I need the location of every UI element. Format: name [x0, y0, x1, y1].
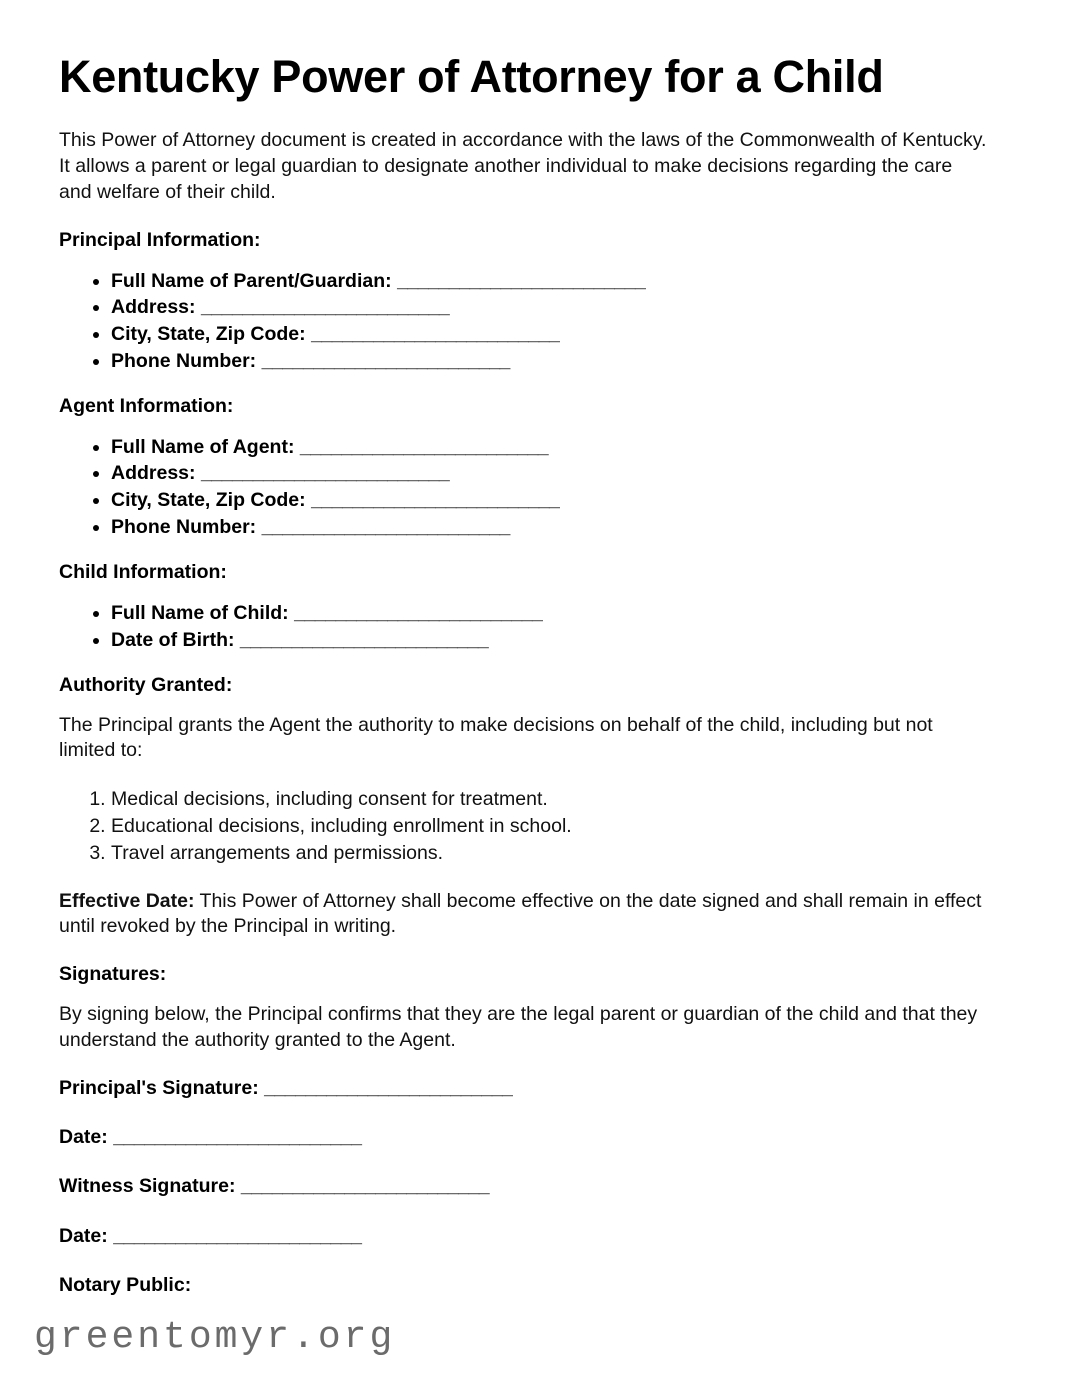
signature-line-witness — [59, 1174, 1015, 1199]
list-item — [111, 348, 1015, 375]
authority-intro-paragraph: The Principal grants the Agent the authority to make decisions on behalf of the child, including but not limited to: — [59, 713, 933, 762]
field-label: Full Name of Parent/Guardian: — [111, 269, 392, 292]
list-item — [111, 487, 1015, 514]
blank-line[interactable]: ________________________ — [240, 1175, 490, 1198]
section-heading-signatures: Signatures: — [59, 963, 167, 986]
blank-line[interactable]: ________________________ — [261, 515, 510, 538]
signature-line-notary-public — [59, 1273, 1015, 1298]
blank-line[interactable]: ________________________ — [113, 1125, 362, 1148]
intro-paragraph: This Power of Attorney document is created in accordance with the laws of the Commonwealth of Kentucky. It allows a parent or legal guardian to designate another individual to make decisions regarding the care and welfare of their child. — [59, 129, 987, 204]
blank-line[interactable]: ________________________ — [113, 1224, 362, 1247]
section-heading-principal-information: Principal Information: — [59, 229, 261, 252]
field-label: Full Name of Child: — [111, 601, 289, 624]
blank-line[interactable]: ________________________ — [311, 322, 560, 345]
signature-line-principal-date — [59, 1125, 1015, 1150]
blank-line[interactable]: ________________________ — [397, 269, 646, 292]
list-item — [111, 268, 1015, 295]
field-label: Principal's Signature: — [59, 1076, 259, 1099]
field-label: Full Name of Agent: — [111, 435, 295, 458]
section-heading-agent-information: Agent Information: — [59, 395, 234, 418]
field-label: Notary Public: — [59, 1273, 192, 1296]
signature-line-witness-date — [59, 1224, 1015, 1249]
blank-line[interactable]: ________________________ — [239, 628, 489, 651]
field-label: City, State, Zip Code: — [111, 489, 306, 512]
effective-date-label: Effective Date: — [59, 889, 195, 912]
field-label: Date of Birth: — [111, 628, 235, 651]
blank-line[interactable]: ________________________ — [311, 489, 560, 512]
child-field-list — [59, 600, 1015, 653]
list-item — [111, 627, 1015, 654]
field-label: Date: — [59, 1125, 108, 1148]
page-title: Kentucky Power of Attorney for a Child — [59, 51, 884, 102]
effective-date-text: This Power of Attorney shall become effective on the date signed and shall remain in effect until revoked by the Principal in writing. — [59, 889, 982, 938]
blank-line[interactable]: ________________________ — [299, 435, 549, 458]
list-item — [111, 600, 1015, 627]
principal-field-list — [59, 268, 1015, 375]
blank-line[interactable]: ________________________ — [294, 601, 543, 624]
field-label: Date: — [59, 1224, 108, 1247]
list-item — [111, 460, 1015, 487]
authority-list — [59, 786, 1015, 866]
blank-line[interactable]: ________________________ — [200, 296, 450, 319]
field-label: Phone Number: — [111, 349, 257, 372]
blank-line[interactable]: ________________________ — [264, 1076, 513, 1099]
section-heading-child-information: Child Information: — [59, 561, 227, 584]
effective-date-paragraph — [59, 889, 989, 941]
list-item — [111, 321, 1015, 348]
field-label: Address: — [111, 296, 196, 319]
list-item: 1. Medical decisions, including consent for treatment. — [111, 786, 1015, 813]
field-label: Phone Number: — [111, 515, 257, 538]
list-item: 2. Educational decisions, including enrollment in school. — [111, 813, 1015, 840]
list-item — [111, 294, 1015, 321]
signatures-intro-paragraph: By signing below, the Principal confirms that they are the legal parent or guardian of the child and that they understand the authority granted to the Agent. — [59, 1002, 978, 1051]
field-label: Address: — [111, 462, 196, 485]
list-item: 3. Travel arrangements and permissions. — [111, 840, 1015, 867]
field-label: Witness Signature: — [59, 1175, 236, 1198]
blank-line[interactable]: ________________________ — [261, 349, 510, 372]
site-watermark: greentomyr.org — [34, 1316, 396, 1359]
list-item — [111, 434, 1015, 461]
section-heading-authority-granted: Authority Granted: — [59, 674, 233, 697]
blank-line[interactable]: ________________________ — [200, 462, 450, 485]
signature-line-principal — [59, 1076, 1015, 1101]
agent-field-list — [59, 434, 1015, 541]
list-item — [111, 514, 1015, 541]
field-label: City, State, Zip Code: — [111, 322, 306, 345]
